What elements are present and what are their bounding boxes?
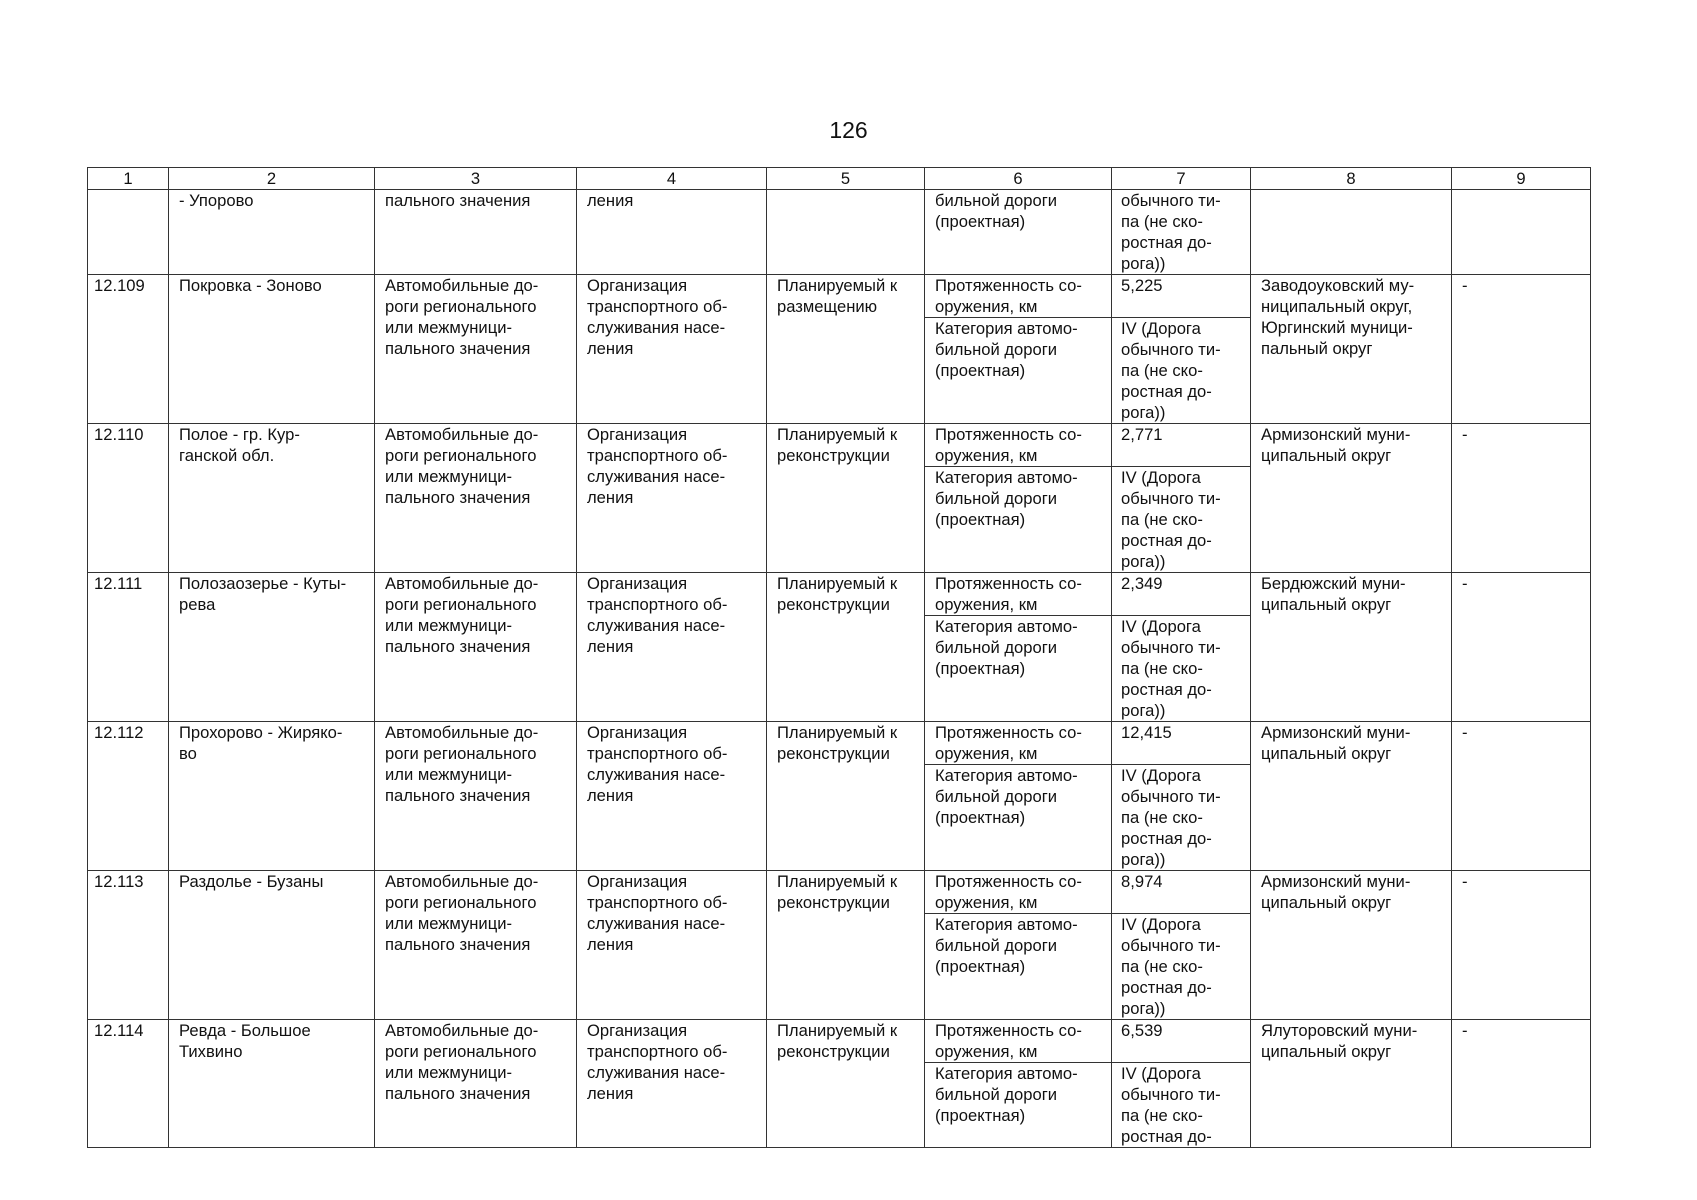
column-number: 2 [169, 168, 375, 190]
cell-parameter-name: Категория автомо- бильной дороги (проектная) [925, 318, 1112, 424]
cell-name: Ревда - Большое Тихвино [169, 1020, 375, 1148]
cell-parameter-value: 6,539 [1112, 1020, 1251, 1063]
cell-status: Планируемый к реконструкции [767, 871, 925, 1020]
cell-location: Армизонский муни- ципальный округ [1251, 722, 1452, 871]
column-number: 1 [88, 168, 169, 190]
cell-location: Ялуторовский муни- ципальный округ [1251, 1020, 1452, 1148]
cell-type: Автомобильные до- роги регионального или межмуници- пального значения [375, 424, 577, 573]
cell-parameter-name: Категория автомо- бильной дороги (проектная) [925, 616, 1112, 722]
cell-zone: - [1452, 722, 1591, 871]
cell-status [767, 190, 925, 275]
cell-zone: - [1452, 871, 1591, 1020]
cell-number: 12.110 [88, 424, 169, 573]
cell-purpose: Организация транспортного об- служивания насе- ления [577, 1020, 767, 1148]
cell-parameter-value: 5,225 [1112, 275, 1251, 318]
table-row [88, 722, 1591, 765]
cell-location: Армизонский муни- ципальный округ [1251, 424, 1452, 573]
column-number: 7 [1112, 168, 1251, 190]
table-body [88, 168, 1591, 1148]
cell-parameter-name: Протяженность со- оружения, км [925, 424, 1112, 467]
cell-parameter-value: IV (Дорога обычного ти- па (не ско- ростная до- рога)) [1112, 914, 1251, 1020]
cell-parameter-value: IV (Дорога обычного ти- па (не ско- ростная до- [1112, 1063, 1251, 1148]
cell-type: Автомобильные до- роги регионального или межмуници- пального значения [375, 722, 577, 871]
cell-type: Автомобильные до- роги регионального или межмуници- пального значения [375, 871, 577, 1020]
table-row [88, 573, 1591, 616]
cell-parameter-value: IV (Дорога обычного ти- па (не ско- ростная до- рога)) [1112, 765, 1251, 871]
cell-number: 12.111 [88, 573, 169, 722]
cell-purpose: Организация транспортного об- служивания насе- ления [577, 573, 767, 722]
column-number-row [88, 168, 1591, 190]
cell-parameter-value: 2,349 [1112, 573, 1251, 616]
cell-parameter-name: Протяженность со- оружения, км [925, 1020, 1112, 1063]
cell-status: Планируемый к реконструкции [767, 722, 925, 871]
cell-type: пального значения [375, 190, 577, 275]
column-number: 6 [925, 168, 1112, 190]
cell-zone: - [1452, 1020, 1591, 1148]
cell-parameter-value: IV (Дорога обычного ти- па (не ско- ростная до- рога)) [1112, 318, 1251, 424]
column-number: 4 [577, 168, 767, 190]
cell-purpose: Организация транспортного об- служивания насе- ления [577, 275, 767, 424]
cell-parameter-value: 8,974 [1112, 871, 1251, 914]
column-number: 8 [1251, 168, 1452, 190]
cell-status: Планируемый к реконструкции [767, 424, 925, 573]
cell-name: Раздолье - Бузаны [169, 871, 375, 1020]
cell-purpose: Организация транспортного об- служивания насе- ления [577, 424, 767, 573]
cell-purpose: Организация транспортного об- служивания насе- ления [577, 722, 767, 871]
cell-status: Планируемый к реконструкции [767, 1020, 925, 1148]
column-number: 5 [767, 168, 925, 190]
cell-zone: - [1452, 424, 1591, 573]
cell-name: Полозаозерье - Куты- рева [169, 573, 375, 722]
cell-parameter-value: IV (Дорога обычного ти- па (не ско- ростная до- рога)) [1112, 467, 1251, 573]
cell-parameter-name: Категория автомо- бильной дороги (проектная) [925, 467, 1112, 573]
cell-location: Заводоуковский му- ниципальный округ, Юргинский муници- пальный округ [1251, 275, 1452, 424]
cell-number: 12.113 [88, 871, 169, 1020]
cell-zone [1452, 190, 1591, 275]
cell-name: Прохорово - Жиряко- во [169, 722, 375, 871]
cell-number: 12.109 [88, 275, 169, 424]
cell-parameter-value: IV (Дорога обычного ти- па (не ско- ростная до- рога)) [1112, 616, 1251, 722]
cell-location [1251, 190, 1452, 275]
cell-number: 12.114 [88, 1020, 169, 1148]
cell-parameter-value: 2,771 [1112, 424, 1251, 467]
cell-parameter-name: Категория автомо- бильной дороги (проектная) [925, 914, 1112, 1020]
page-number: 126 [829, 117, 868, 143]
cell-parameter-name: бильной дороги (проектная) [925, 190, 1112, 275]
cell-type: Автомобильные до- роги регионального или межмуници- пального значения [375, 573, 577, 722]
cell-location: Бердюжский муни- ципальный округ [1251, 573, 1452, 722]
cell-parameter-value: обычного ти- па (не ско- ростная до- рога)) [1112, 190, 1251, 275]
cell-number [88, 190, 169, 275]
cell-purpose: ления [577, 190, 767, 275]
cell-parameter-name: Протяженность со- оружения, км [925, 573, 1112, 616]
cell-purpose: Организация транспортного об- служивания насе- ления [577, 871, 767, 1020]
table-row [88, 424, 1591, 467]
cell-parameter-value: 12,415 [1112, 722, 1251, 765]
document-table [87, 167, 1591, 1148]
table-row [88, 275, 1591, 318]
table-row [88, 871, 1591, 914]
cell-parameter-name: Протяженность со- оружения, км [925, 275, 1112, 318]
cell-name: Полое - гр. Кур- ганской обл. [169, 424, 375, 573]
cell-location: Армизонский муни- ципальный округ [1251, 871, 1452, 1020]
cell-type: Автомобильные до- роги регионального или межмуници- пального значения [375, 275, 577, 424]
cell-status: Планируемый к размещению [767, 275, 925, 424]
cell-name: Покровка - Зоново [169, 275, 375, 424]
cell-parameter-name: Протяженность со- оружения, км [925, 871, 1112, 914]
cell-type: Автомобильные до- роги регионального или межмуници- пального значения [375, 1020, 577, 1148]
cell-zone: - [1452, 275, 1591, 424]
cell-parameter-name: Категория автомо- бильной дороги (проектная) [925, 765, 1112, 871]
cell-status: Планируемый к реконструкции [767, 573, 925, 722]
column-number: 3 [375, 168, 577, 190]
cell-parameter-name: Категория автомо- бильной дороги (проектная) [925, 1063, 1112, 1148]
cell-number: 12.112 [88, 722, 169, 871]
cell-name: - Упорово [169, 190, 375, 275]
continued-row [88, 190, 1591, 275]
cell-parameter-name: Протяженность со- оружения, км [925, 722, 1112, 765]
cell-zone: - [1452, 573, 1591, 722]
column-number: 9 [1452, 168, 1591, 190]
table-row [88, 1020, 1591, 1063]
